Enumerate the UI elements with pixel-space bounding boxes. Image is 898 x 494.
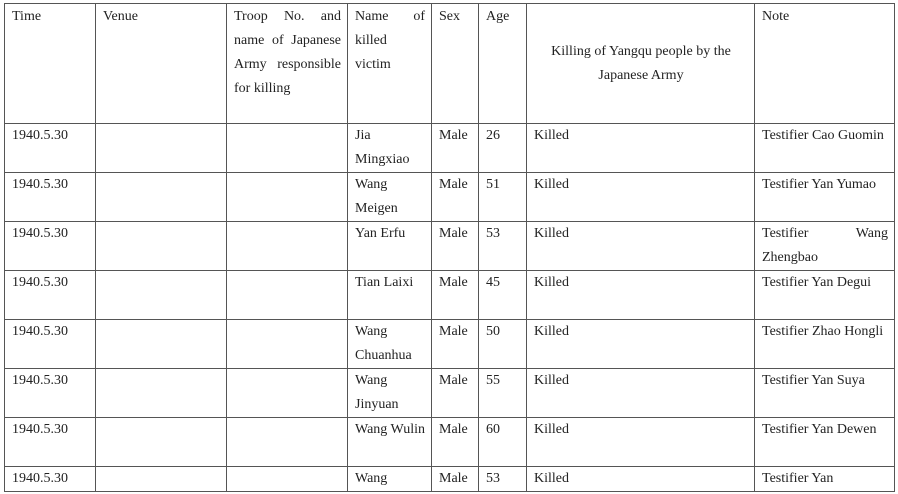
sex-cell: Male	[432, 369, 479, 418]
victim-name-cell: Wang Wulin	[348, 418, 432, 467]
sex-cell: Male	[432, 271, 479, 320]
sex-cell: Male	[432, 222, 479, 271]
troop-cell	[227, 271, 348, 320]
killing-cell: Killed	[527, 467, 755, 492]
note-cell: Testifier Yan	[755, 467, 895, 492]
troop-cell	[227, 173, 348, 222]
venue-cell	[96, 369, 227, 418]
time-cell: 1940.5.30	[5, 271, 96, 320]
venue-cell	[96, 124, 227, 173]
table-row	[5, 320, 895, 369]
header-venue: Venue	[96, 4, 227, 124]
troop-cell	[227, 369, 348, 418]
sex-cell: Male	[432, 124, 479, 173]
sex-cell: Male	[432, 467, 479, 492]
record-table-container	[4, 3, 895, 492]
header-note: Note	[755, 4, 895, 124]
troop-cell	[227, 222, 348, 271]
killing-cell: Killed	[527, 271, 755, 320]
header-row	[5, 4, 895, 124]
header-troop: Troop No. and name of Japanese Army responsible for killing	[227, 4, 348, 124]
victim-name-cell: Wang	[348, 467, 432, 492]
header-age: Age	[479, 4, 527, 124]
time-cell: 1940.5.30	[5, 467, 96, 492]
time-cell: 1940.5.30	[5, 418, 96, 467]
age-cell: 60	[479, 418, 527, 467]
age-cell: 53	[479, 467, 527, 492]
sex-cell: Male	[432, 173, 479, 222]
troop-cell	[227, 467, 348, 492]
sex-cell: Male	[432, 418, 479, 467]
table-row	[5, 467, 895, 492]
header-time: Time	[5, 4, 96, 124]
killing-cell: Killed	[527, 320, 755, 369]
sex-cell: Male	[432, 320, 479, 369]
killing-cell: Killed	[527, 124, 755, 173]
note-cell: Testifier Yan Dewen	[755, 418, 895, 467]
header-killing: Killing of Yangqu people by the Japanese Army	[527, 4, 755, 124]
victim-name-cell: Wang Meigen	[348, 173, 432, 222]
table-row	[5, 369, 895, 418]
killing-cell: Killed	[527, 173, 755, 222]
victim-name-cell: Tian Laixi	[348, 271, 432, 320]
age-cell: 53	[479, 222, 527, 271]
killing-record-table	[4, 3, 895, 492]
troop-cell	[227, 418, 348, 467]
victim-name-cell: Wang Chuanhua	[348, 320, 432, 369]
note-cell: Testifier Yan Suya	[755, 369, 895, 418]
age-cell: 45	[479, 271, 527, 320]
time-cell: 1940.5.30	[5, 124, 96, 173]
table-row	[5, 222, 895, 271]
age-cell: 50	[479, 320, 527, 369]
venue-cell	[96, 418, 227, 467]
venue-cell	[96, 320, 227, 369]
venue-cell	[96, 271, 227, 320]
header-sex: Sex	[432, 4, 479, 124]
victim-name-cell: Wang Jinyuan	[348, 369, 432, 418]
header-victim-name: Name of killed victim	[348, 4, 432, 124]
age-cell: 55	[479, 369, 527, 418]
table-row	[5, 418, 895, 467]
venue-cell	[96, 173, 227, 222]
victim-name-cell: Yan Erfu	[348, 222, 432, 271]
troop-cell	[227, 320, 348, 369]
victim-name-cell: Jia Mingxiao	[348, 124, 432, 173]
killing-cell: Killed	[527, 222, 755, 271]
time-cell: 1940.5.30	[5, 320, 96, 369]
note-cell: Testifier Zhao Hongli	[755, 320, 895, 369]
time-cell: 1940.5.30	[5, 369, 96, 418]
age-cell: 51	[479, 173, 527, 222]
killing-cell: Killed	[527, 369, 755, 418]
note-cell: Testifier Cao Guomin	[755, 124, 895, 173]
time-cell: 1940.5.30	[5, 222, 96, 271]
venue-cell	[96, 222, 227, 271]
table-row	[5, 124, 895, 173]
time-cell: 1940.5.30	[5, 173, 96, 222]
note-cell: Testifier Yan Yumao	[755, 173, 895, 222]
note-cell: Testifier Yan Degui	[755, 271, 895, 320]
table-row	[5, 271, 895, 320]
table-row	[5, 173, 895, 222]
troop-cell	[227, 124, 348, 173]
note-cell: Testifier Wang Zhengbao	[755, 222, 895, 271]
killing-cell: Killed	[527, 418, 755, 467]
venue-cell	[96, 467, 227, 492]
age-cell: 26	[479, 124, 527, 173]
